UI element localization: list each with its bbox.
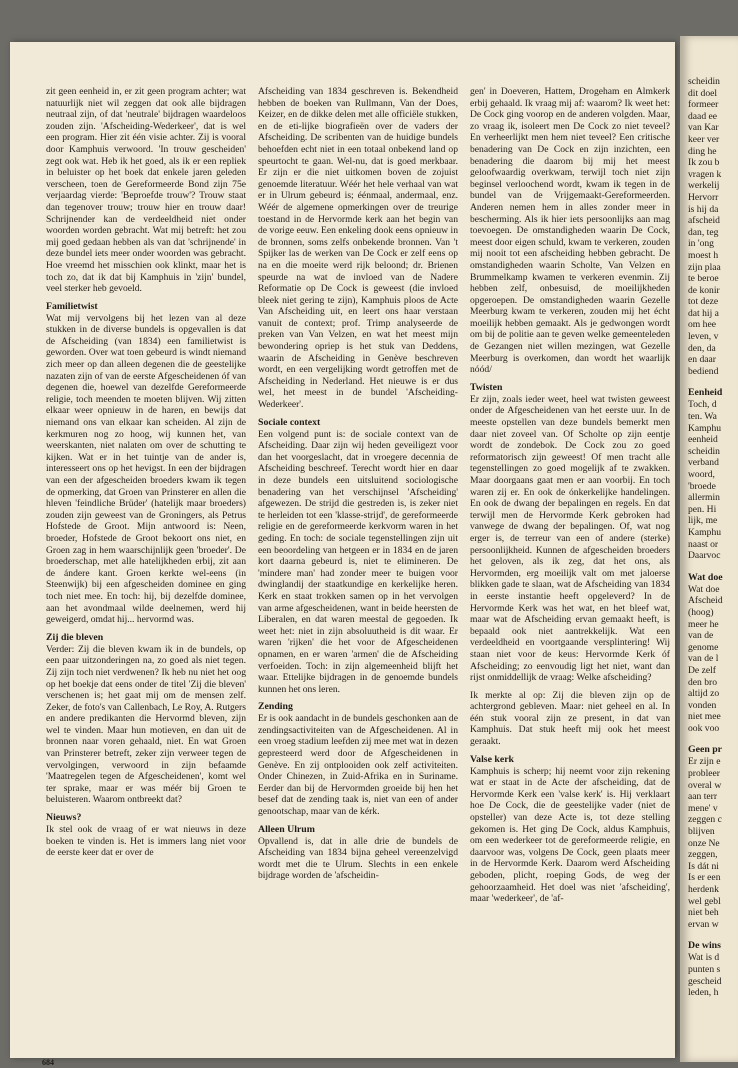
facing-lines-1 xyxy=(688,399,738,561)
facing-line: aan terr xyxy=(688,791,718,803)
facing-line: en daar xyxy=(688,354,716,366)
facing-line: dan, teg xyxy=(688,226,719,238)
facing-line: woord, xyxy=(688,469,715,480)
facing-line: zeggen, xyxy=(688,849,718,861)
facing-line: herdenk xyxy=(688,884,719,895)
facing-line: mene' v xyxy=(688,802,718,814)
section-heading: Alleen Ulrum xyxy=(258,823,315,835)
facing-line: Daarvoc xyxy=(688,550,721,562)
facing-line: om hee xyxy=(688,319,716,331)
facing-line: Is er een xyxy=(688,872,721,884)
facing-line: ook voo xyxy=(688,722,720,734)
facing-line: punten s xyxy=(688,963,721,975)
facing-page-column xyxy=(688,76,738,999)
paragraph: Er zijn, zoals ieder weet, heel wat twisten geweest onder de Afgescheidenen van het eerste uur. In de meeste opstellen van deze bundels bemerkt men daar niet zoveel van. Of Scholte op zijn eentje wordt de zondebok. De Cock zou zo goed reformatorisch zijn geweest! Of men tracht alle tegenstellingen zo goed mogelijk af te zwakken. Maar doorgaans gaat men er aan voorbij. En toch waren zij er. En ook de ónkerkelijke handelingen. En ook de dwang der bepalingen en regels. En dat terwijl men de Hervormde Kerk gebroken had vanwege de dwang der bepalingen. Of, wat nog erger is, de terreur van een of andere (sterke) persoonlijkheid. Kunnen de afgescheiden broeders het geloven, als ik zeg, dat het ons, als Hervormden, erg moeilijk valt om met jaloerse blikken gade te slaan, wat de Afscheiding van 1834 in eerste instantie heeft opgeleverd? In de Hervormde Kerk was het wat, en het bleef wat, maar wat de Afscheiding ervan gemaakt heeft, is bepaald ook niet aantrekkelijk. Wat een verdeeldheid en voortgaande versplintering! Wij staan niet voor de keus: Hervormde Kerk óf Afscheiding; zo eenvoudig ligt het niet, want dan rijst onmiddellijk de vraag: Welke afscheiding? xyxy=(470,393,670,684)
section-heading: Zij die bleven xyxy=(46,631,104,643)
facing-lines-4 xyxy=(688,952,738,998)
paragraph: Kamphuis is scherp; hij neemt voor zijn rekening wat er staat in de Acte der afscheiding, dat de Hervormde Kerk een 'valse kerk' is. Hij verklaart hoe De Cock, die de geestelijke vader (niet de opsteller) van deze Acte is, tot deze stelling gekomen is. Het ging De Cock, aldus Kamphuis, om een wederkeer tot de gereformeerde religie, en daarvoor was, volgens De Cock, geen plaats meer in de Hervormde Kerk. Daarom werd Afscheiding geboden, plicht, roeping Gods, de weg der gehoorzaamheid. Het doel was niet 'afscheiding', maar 'wederkeer', de 'af- xyxy=(470,765,670,905)
facing-line: allermin xyxy=(688,492,720,504)
paragraph: Ik stel ook de vraag of er wat nieuws in deze boeken te vinden is. Het is immers lang niet voor de eerste keer dat er over de xyxy=(46,824,246,859)
paragraph: Afscheiding van 1834 geschreven is. Bekendheid hebben de boeken van Rullmann, Van der Does, Keizer, en de dikke delen met alle officiële stukken, en de eti-lijke biografieën over de vaders der Afscheiding. De scribenten van de huidige bundels behoefden echt niet in een totaal onbekend land op speurtocht te gaan. Wel-nu, dat is goed merkbaar. Er zijn er die niet uitkomen boven de zojuist genoemde literatuur. Wéér het hele verhaal van wat er in Ulrum gebeurd is; éénmaal, andermaal, enz. Wéér de algemene opmerkingen over de treurige toestand in de Hervormde kerk aan het begin van de vorige eeuw. Een enkeling dook eens opnieuw in de bronnen, soms zelfs onbekende bronnen. Van 't Spijker las de werken van De Cock er zelf eens op na en die moeite werd rijk beloond; dr. Brienen speurde na wat de invloed van de Nadere Reformatie op De Cock is geweest (die invloed bleek niet gering te zijn), Kamphuis ploos de Acte Van Afscheiding uit, en leert ons haar verstaan vanuit de context; prof. Trimp analyseerde de preken van Van Velzen, en wat het meest mijn bewondering opriep is het stuk van Deddens, waarin de Afscheiding in Genève beschreven wordt, en een vergelijking wordt getroffen met de Afscheiding in Nederland. Het nieuwe is er dus wel, het meest in de bundel 'Afscheiding-Wederkeer'. xyxy=(258,86,458,411)
facing-page xyxy=(680,36,738,1062)
section-heading: Twisten xyxy=(470,381,503,393)
facing-line: dat hij a xyxy=(688,307,719,319)
facing-line: Wat is d xyxy=(688,952,720,964)
facing-heading-1: Eenheid xyxy=(688,387,723,399)
facing-line: lijk, me xyxy=(688,515,718,527)
facing-line: Hervorr xyxy=(688,191,719,203)
text-column-1 xyxy=(46,86,246,865)
facing-line: te beroe xyxy=(688,273,719,285)
paragraph: Ik merkte al op: Zij die bleven zijn op de achtergrond gebleven. Maar: niet geheel en al. In één stuk vooral zijn ze present, in dat van Kamphuis. Dat stuk heeft mij ook het meest geraakt. xyxy=(470,689,670,748)
facing-line: scheidin xyxy=(688,445,720,457)
facing-line: van Kar xyxy=(688,122,719,134)
paragraph: Er is ook aandacht in de bundels geschonken aan de zendingsactiviteiten van de Afgescheidenen. Al in een vroeg stadium leefden zij mee met wat in dezen gepresteerd werd door de Afgescheidenen in Genève. En zij ontplooiden ook zelf activiteiten. Onder Chinezen, in Zuid-Afrika en in Suriname. Eerder dan bij de Hervormden groeide bij hen het besef dat de zending taak is, niet van een of ander genootschap, maar van de kérk. xyxy=(258,713,458,818)
text-column-2 xyxy=(258,86,458,888)
facing-lines-3 xyxy=(688,756,738,930)
facing-lines-2 xyxy=(688,584,738,735)
facing-line: Is dát ni xyxy=(688,860,719,872)
magazine-page xyxy=(10,42,675,1067)
facing-line: genome xyxy=(688,641,719,653)
paragraph: Verder: Zij die bleven kwam ik in de bundels, op een paar uitzonderingen na, zo goed als niet tegen. Zij zijn toch niet verdwenen? Ik heb nu niet het oog op het boekje dat eens onder de titel 'Zij die bleven' verschenen is; het gaat mij om de mensen zelf. Zeker, de foto's van Callenbach, Le Roy, A. Rutgers en andere predikanten die Hervormd bleven, zijn wel te vinden. Maar hun motieven, en dan uit de bronnen naar voren gehaald, niet. En wat Groen van Prinsterer betreft, zeker zijn verweer tegen de vervolgingen, verwoord in zijn befaamde 'Maatregelen tegen de Afgescheidenen', komt wel ter sprake, maar er was méér bij Groen te beluisteren. Waarom ontbreekt dat? xyxy=(46,643,246,806)
facing-line: vonden xyxy=(688,699,717,711)
facing-heading-2: Wat doe xyxy=(688,571,723,583)
facing-line: probleer xyxy=(688,768,720,780)
facing-line: (hoog) xyxy=(688,606,714,618)
facing-line: dit doel xyxy=(688,87,718,99)
facing-line: blijven xyxy=(688,826,715,838)
facing-line: verband xyxy=(688,457,719,469)
facing-line: Kamphu xyxy=(688,422,722,434)
facing-line: ervan w xyxy=(688,918,719,930)
paragraph: Opvallend is, dat in alle drie de bundels de Afscheiding van 1834 bijna geheel vereenzelvigd wordt met die te Ulrum. Slechts in een enkele bijdrage worden de 'afscheidin- xyxy=(258,835,458,882)
facing-line: bediend xyxy=(688,365,719,377)
paragraph: gen' in Doeveren, Hattem, Drogeham en Almkerk erbij gehaald. Ik vraag mij af: waarom? Ik weet het: De Cock ging voorop en de anderen volgden. Maar, zo vraag ik, isoleert men De Cock zo niet teveel? En verheerlijkt men hem niet teveel? Een critische benadering van De Cock en zijn inzichten, een benadering die daarom bij mij het meest geloofwaardig overkwam, terwijl toch niet zijn beginsel verloochend wordt, kwam ik tegen in de bundel van de Vrijgemaakt-Gereformeerden. Anderen nemen hem in alles zonder meer in bescherming. Als ik hier iets persoonlijks aan mag toevoegen. De omstandigheden waarin De Cock, meest door eigen schuld, kwam te verkeren, zouden mij nooit tot een afscheiding hebben gebracht. De omstandigheden waarin Scholte, Van Velzen en Brummelkamp kwamen te verkeren evenmin. Zij hebben zelf, onbesuisd, de moeilijkheden opgeroepen. De omstandigheden waarin Gezelle Meerburg kwam te verkeren, zouden mij het écht moeilijk hebben gemaakt. Als je gedwongen wordt om bij de politie aan te geven welke gemeenteleden de Gezangen niet willen mezingen, wat Gezelle Meerburg is overkomen, dan wordt het waarlijk nóód/ xyxy=(470,86,670,376)
facing-line: pen. Hi xyxy=(688,503,717,515)
facing-line: meer he xyxy=(688,618,719,630)
section-heading: Nieuws? xyxy=(46,812,82,824)
facing-line: niet mee xyxy=(688,711,721,723)
facing-line: van de xyxy=(688,630,714,642)
facing-line: wel gebl xyxy=(688,895,721,907)
facing-line: den bro xyxy=(688,676,718,688)
facing-line: vragen k xyxy=(688,168,722,180)
section-heading: Valse kerk xyxy=(470,753,514,765)
facing-line: gescheid xyxy=(688,975,722,987)
facing-heading-3: Geen pr xyxy=(688,744,723,756)
facing-line: altijd zo xyxy=(688,688,720,700)
facing-lines-top xyxy=(688,76,738,377)
facing-line: den, da xyxy=(688,342,716,354)
facing-line: scheidin xyxy=(688,76,720,87)
facing-line: ten. Wa xyxy=(688,411,717,423)
facing-line: niet beh xyxy=(688,907,719,919)
facing-line: zijn plaa xyxy=(688,261,721,273)
facing-line: van de l xyxy=(688,653,719,665)
paragraph: Een volgend punt is: de sociale context van de Afscheiding. Daar zijn wij heden geveiligezt voor dan het voorgeslacht, dat in vroegere decennia de Afscheiding beschreef. Terecht wordt hier en daar in deze bundels een uitsluitend sociologische benadering van het verschijnsel 'Afscheiding' afgewezen. De strijd die gestreden is, is zeker niet te herleiden tot een 'klasse-strijd', de gereformeerde religie en de gereformeerde kerkvorm waren in het geding. En toch: de sociale tegenstellingen zijn uit een beoordeling van hetgeen er in 1834 en de jaren kort daarna gebeurd is, niet te elimineren. De 'mindere man' had zonder meer te buigen voor dwinglandij der staatkundige en kerkelijke heren. Kerk en staat trokken samen op in het vervolgen van arme afgescheidenen, want in beide heersten de Liberalen, en dat waren meestal de gegoeden. Ik weet het: niet in zijn absoluutheid is dit waar. Er waren 'rijken' die het voor de Afgescheidenen opnamen, en er waren 'armen' die de Afscheiding verfoeiden. Toch: in zijn algemeenheid blijft het waar. Ettelijke bijdragen in de genoemde bundels kunnen het ons leren. xyxy=(258,428,458,695)
facing-line: Kamphu xyxy=(688,526,722,538)
facing-line: moest h xyxy=(688,249,719,261)
facing-line: tot deze xyxy=(688,296,719,308)
text-column-3 xyxy=(470,86,670,911)
facing-line: De zelf xyxy=(688,664,716,676)
facing-line: formeer xyxy=(688,99,719,111)
section-heading: Familietwist xyxy=(46,300,98,312)
facing-line: de konir xyxy=(688,284,720,296)
facing-line: Toch, d xyxy=(688,399,717,411)
facing-line: naast or xyxy=(688,538,719,550)
facing-line: Ik zou b xyxy=(688,157,720,169)
facing-line: overal w xyxy=(688,779,722,791)
section-heading: Zending xyxy=(258,701,293,713)
facing-line: Er zijn e xyxy=(688,756,721,768)
paragraph: Wat mij vervolgens bij het lezen van al deze stukken in de diverse bundels is opgevallen is dat de Afscheiding (van 1834) een familietwist is geworden. Over wat toen gebeurd is windt niemand zich meer op dan alleen degenen die de geestelijke nazaten zijn of van de eerste Afgescheidenen óf van degenen die, hoewel van dezelfde Gereformeerde religie, toch meenden te moeten blijven. Wij zitten elkaar weer opnieuw in de haren, en bewijs dat niemand ons van elkaar kan scheiden. Al zijn de kerkmuren nog zo hoog, wij kunnen het, van weerskanten, niet nalaten om over de schutting te kijken. Wat er in het tuintje van de ander is, interesseert ons op het hevigst. In een der bijdragen van een der afgescheiden broeders kwam ik tegen de opmerking, dat Groen van Prinsterer en allen die hleven 'feindliche Brüder' (hatelijk maar broeders) zouden zijn geweest van de Groningers, als Petrus Hofstede de Groot. Mijn antwoord is: Neen, broeder, Hofstede de Groot bekoort ons niet, en Groen zag in hem waarschijnlijk geen 'broeder'. De broederschap, met alle hatelijkheden erbij, zit aan de ándere kant. Groen kerkte wel-eens (in Steenwijk) bij een afgescheiden dominee en ging toch niet mee. En toch: hij, bij dezelfde dominee, aan het avondmaal wilde deelnemen, werd hij geweigerd, omdat hij... hervormd was. xyxy=(46,312,246,626)
facing-line: Afscheid xyxy=(688,595,723,607)
facing-line: is hij da xyxy=(688,203,719,215)
page-number: 684 xyxy=(42,1058,54,1067)
facing-line: werkelij xyxy=(688,180,720,192)
facing-line: keer ver xyxy=(688,133,720,145)
facing-line: leden, h xyxy=(688,987,719,999)
facing-line: zeggen c xyxy=(688,814,722,826)
facing-heading-4: De wins xyxy=(688,940,721,952)
facing-line: Wat doe xyxy=(688,583,720,595)
paragraph: zit geen eenheid in, er zit geen program achter; wat natuurlijk niet wil zeggen dat ook alle bijdragen neutraal zijn, of dat 'neutrale' bijdragen waardeloos zouden zijn. 'Afscheiding-Wederkeer', dat is wel een program. Hier zit één visie achter. Zij is vooral door Kamphuis verwoord. 'In trouw gescheiden' zegt ook wat. Heb ik het goed, als ik er een repliek in beluister op het boek dat enkele jaren geleden verscheen, toen de Gereformeerde Bond zijn 75e verjaardag vierde: 'Beproefde trouw'? Trouw staat dan tegenover trouw; trouw hier en trouw daar! Schrijnender kan de verdeeldheid niet onder woorden worden gebracht. Wat mij betreft: het zou mij goed gedaan hebben als van dat 'schrijnende' in deze bundel iets meer onder woorden was gebracht. Hoe vreemd het misschien ook klinkt, maar het is toch zo, dat ik dat bij Kamphuis in 'zijn' bundel, veel sterker heb gevoeld. xyxy=(46,86,246,295)
facing-line: onze Ne xyxy=(688,837,720,849)
facing-line: eenheid xyxy=(688,434,718,446)
facing-line: afscheid xyxy=(688,215,720,227)
facing-line: leven, v xyxy=(688,331,719,343)
facing-line: in 'ong xyxy=(688,238,714,250)
facing-line: ding he xyxy=(688,145,717,157)
section-heading: Sociale context xyxy=(258,416,321,428)
facing-line: daad ee xyxy=(688,110,718,122)
facing-line: 'broede xyxy=(688,480,716,492)
